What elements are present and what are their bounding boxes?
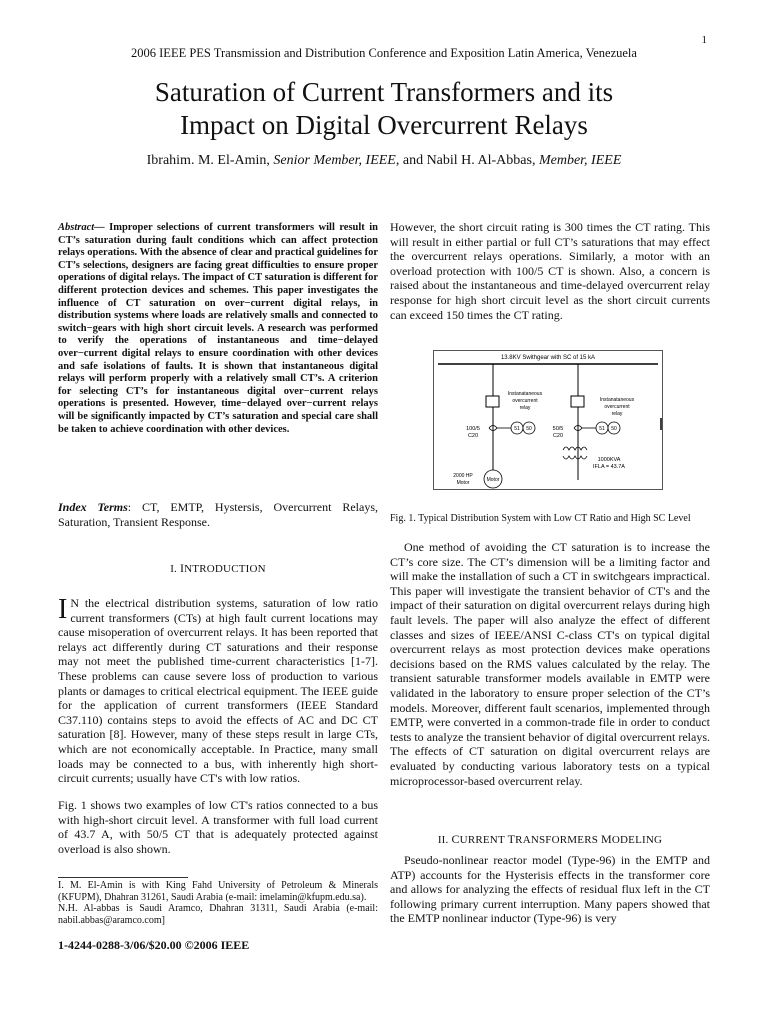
relay-2-label-a: Instanataneous (599, 397, 635, 403)
transformer-fla: IFLA = 43.7A (593, 464, 625, 470)
relay-2-label-b: overcurrent (604, 404, 630, 410)
breaker-1 (486, 396, 499, 407)
right-top-paragraph: However, the short circuit rating is 300 times the CT rating. This will result in either partial or full CT’s saturations that may effect the overcurrent relays operations. Similarly, a motor with an overload protection with 100/5 CT is shown. Also, a concern is raised about the instantaneous and time-delayed overcurrent relay response for high short circuit level as the short circuit currents can exceed 150 times the CT rating. (390, 220, 710, 322)
relay-2-label-c: relay (611, 411, 623, 417)
abstract (58, 222, 378, 436)
abstract-text: — Improper selections of current transformers will result in CT’s saturation during fault conditions which can affect protection relays operations. With the absence of clear and practical guidelines for CT’s selections, designers are facing great difficulties to ensure proper operations of digital relays. The impact of CT saturation is different for different protection devices and schemes. This paper investigates the influence of CT saturation on over−current digital relays, in distribution systems where loads are relatively smalls and connected to switch−gears with high short circuit levels. A research was performed to verify the operations of instantaneous and time−delayed over−current digital relays to ensure coordination with other devices and safe isolations of faults. It is shown that instantaneous digital relays will perform properly with a relatively small CT’s. A criterion for selecting CT’s for instantaneous digital over−current relays operations is presented. However, time−delayed over−current relays will be significantly impacted by CT’s saturation and special care shall be taken to achieve coordination with other devices. (58, 222, 378, 435)
s2-rest-1: URRENT (459, 834, 508, 846)
introduction-text: N the electrical distribution systems, saturation of low ratio current transformers (CTs) at high fault current locations may cause misoperation of overcurrent relays. It has been reported that relays act differently during CT saturations and their response may not meet the published time-current characteristics [1-7]. These problems can cause severe loss of production to various plants or damages to critical electrical equipment. The IEEE guide for the application of current transformers (IEEE Standard C37.110) contains steps to avoid the effects of AC and DC CT saturation [8]. However, many of these steps result in large CTs, which are not economically acceptable. In Practice, many small loads may be connected to a bus, with inherently high short-circuit currents; usually have CT's with low ratios. (58, 596, 378, 786)
footnote-rule (58, 877, 188, 878)
author-line (0, 153, 768, 169)
motor-rating-b: Motor (456, 480, 470, 486)
abstract-lead: Abstract (58, 222, 95, 233)
figure-caption: Fig. 1. Typical Distribution System with Low CT Ratio and High SC Level (390, 513, 691, 524)
section-number: I. (170, 563, 180, 575)
breaker-2 (571, 396, 584, 407)
index-terms-text: : CT, EMTP, Hystersis, Overcurrent Relays, Saturation, Transient Response. (58, 500, 378, 529)
footnote-line-1: I. M. El-Amin is with King Fahd University of Petroleum & Minerals (KFUPM), Dhahran 31261, Saudi Arabia (e-mail: imelamin@kfupm.edu.sa). (58, 880, 378, 903)
figure-reference-paragraph: Fig. 1 shows two examples of low CT's ratios connected to a bus with high-short circuit level. A transformer with full load current of 43.7 A, with 50/5 CT that is adequately protected against overload is also shown. (58, 798, 378, 856)
paper-title (0, 76, 768, 142)
footnote-line-2: N.H. Al-abbas is Saudi Aramco, Dhahran 31311, Saudi Arabia (e-mail: nabil.abbas@aramco.com] (58, 903, 378, 926)
bus-label: 13.8KV Swithgear with SC of 15 kA (500, 355, 596, 361)
s2-letter-1: C (451, 832, 460, 846)
section-first-letter: I (179, 561, 185, 575)
ct-2-class: C20 (552, 433, 564, 439)
transformer-rating: 1000KVA (597, 457, 621, 463)
author-1: Ibrahim. M. El-Amin, (146, 153, 274, 168)
index-terms (58, 500, 378, 530)
section-rest: NTRODUCTION (184, 563, 266, 575)
right-middle-paragraph: One method of avoiding the CT saturation is to increase the CT’s core size. The CT’s dimension will be a limiting factor and will make the installation of such a CT in switchgears impractical. This paper will investigate the transient behavior of CT's and the impact of their saturation on digital overcurrent relays during high fault levels. The paper will also analyze the effect of different classes and sizes of IEEE/ANSI C-class CT's on typical digital overcurrent relays as most protection devices make operations decisions based on the RMS values calculated by the relay. The transient saturable transformer models available in EMTP were validated in the laboratory to ensure proper selection of the CT’s models. Moreover, different fault scenarios, implemented through EMTP, were converted in a common-trade file in order to conduct tests to analyze the transient behavior of digital overcurrent relays. The effects of CT saturation on digital overcurrent relays are evaluated by conducting various laboratory tests on a typical microprocessor-based overcurrent relay. (390, 540, 710, 788)
page-number: 1 (701, 34, 707, 46)
conference-header: 2006 IEEE PES Transmission and Distribution Conference and Exposition Latin America, Venezuela (131, 46, 637, 60)
figure-1-diagram (433, 350, 663, 490)
author-connector: , and Nabil H. Al-Abbas, (395, 153, 539, 168)
footnote (58, 880, 378, 926)
section-heading-introduction (58, 561, 378, 576)
drop-cap: I (58, 594, 68, 625)
s2-rest-3: ODELING (611, 834, 663, 846)
s2-rest-2: RANSFORMERS (515, 834, 602, 846)
ct-2-ratio: 50/5 (552, 426, 564, 432)
author-2-role: Member, IEEE (538, 153, 622, 168)
relay-2-50-label: 50 (611, 426, 617, 432)
relay-1-50-label: 50 (526, 426, 532, 432)
motor-label: Motor (486, 477, 500, 483)
ct-1-ratio: 100/5 (466, 426, 480, 432)
section-heading-ct-modeling (390, 832, 710, 847)
right-bottom-paragraph: Pseudo-nonlinear reactor model (Type-96) in the EMTP and ATP) accounts for the Hysterisis effects in the transformer core and allows for analyzing the effects of residual flux left in the CT following primary current interruption. Many papers showed that the EMTP nonlinear inductor (Type-96) is very (390, 853, 710, 926)
section-2-number: II. (437, 834, 452, 846)
s2-letter-2: T (507, 832, 516, 846)
relay-1-label-b: overcurrent (512, 398, 538, 404)
introduction-paragraph (58, 596, 378, 786)
transformer-primary (563, 447, 587, 450)
index-terms-lead: Index Terms (58, 500, 128, 514)
s2-letter-3: M (601, 832, 612, 846)
figure-frame (434, 351, 663, 490)
copyright-line: 1-4244-0288-3/06/$20.00 ©2006 IEEE (58, 938, 250, 952)
motor-rating-a: 2000 HP (453, 473, 473, 479)
transformer-secondary (563, 456, 587, 459)
relay-1-label-c: relay (519, 405, 531, 411)
author-1-role: Senior Member, IEEE (273, 153, 396, 168)
relay-1-label-a: Instanataneous (507, 391, 543, 397)
relay-1-51-label: 51 (514, 426, 520, 432)
figure-1 (433, 350, 663, 490)
title-line-2: Impact on Digital Overcurrent Relays (180, 110, 588, 140)
ct-1-class: C20 (467, 433, 479, 439)
title-line-1: Saturation of Current Transformers and its (154, 77, 614, 107)
relay-2-51-label: 51 (599, 426, 605, 432)
